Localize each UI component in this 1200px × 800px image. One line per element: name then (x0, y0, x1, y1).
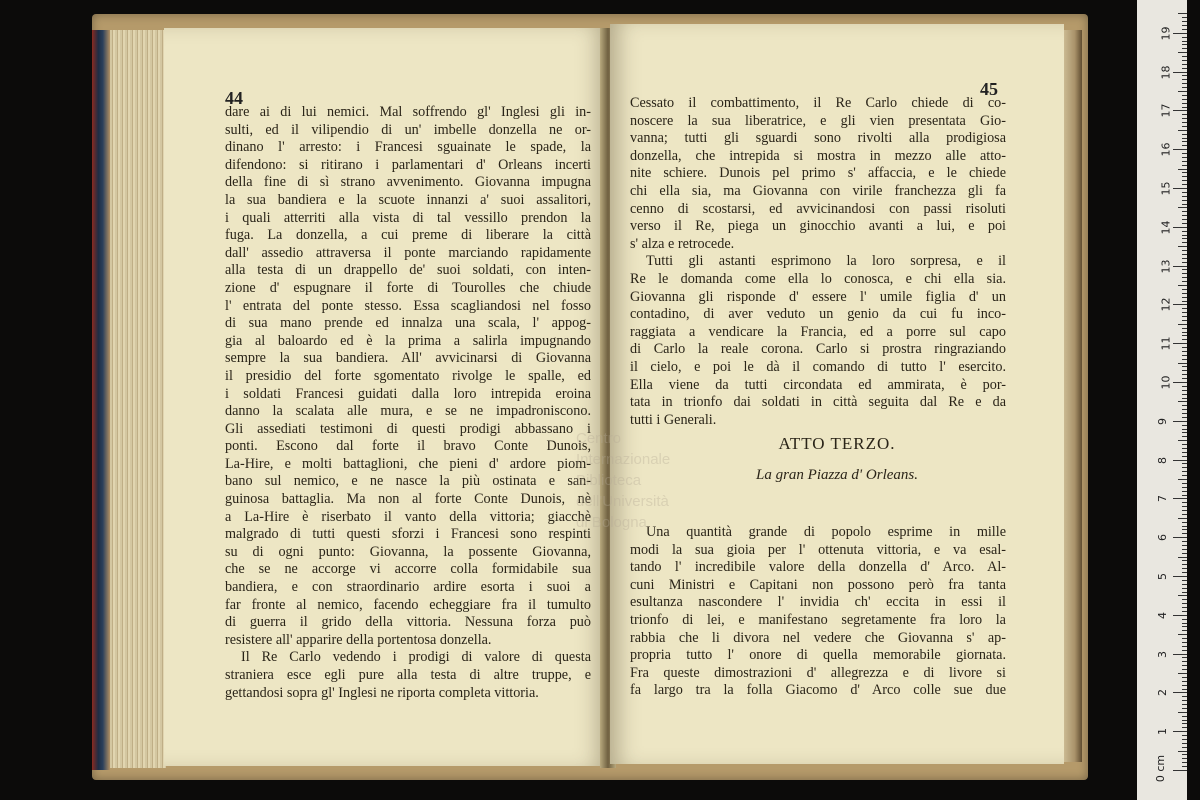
text-line: di sua mano prende ed innalza una scala, l' appog- (225, 315, 591, 332)
ruler-tick (1182, 122, 1187, 123)
ruler-tick (1173, 537, 1187, 538)
text-line: dinano l' arresto: i Francesi sguainate le spade, la (225, 139, 591, 156)
ruler-tick (1173, 498, 1187, 499)
text-line: propria tutto l' onore di quella memorabile giornata. (630, 647, 1006, 664)
ruler-tick (1182, 599, 1187, 600)
ruler-tick (1182, 564, 1187, 565)
ruler-tick (1182, 126, 1187, 127)
ruler-number: 13 (1159, 259, 1173, 274)
ruler-tick (1182, 196, 1187, 197)
ruler-tick (1182, 708, 1187, 709)
ruler-tick (1182, 386, 1187, 387)
text-line: resistere all' apparire della portentosa donzella. (225, 631, 492, 648)
ruler-tick (1182, 657, 1187, 658)
ruler-tick (1182, 347, 1187, 348)
ruler-tick (1182, 281, 1187, 282)
ruler-tick (1182, 157, 1187, 158)
ruler-tick (1182, 553, 1187, 554)
ruler-tick (1182, 758, 1187, 759)
act-heading: ATTO TERZO. (778, 434, 896, 453)
text-line: fa largo tra la folla Giacomo d' Arco colle sue due (630, 682, 1006, 699)
ruler-tick (1182, 529, 1187, 530)
ruler-tick (1182, 262, 1187, 263)
ruler-tick (1182, 328, 1187, 329)
ruler-number: 14 (1159, 220, 1173, 235)
text-line: ponti. Escono dal forte il bravo Conte Dunois, (225, 438, 591, 455)
text-line: cuni Ministri e Capitani non possono però fra tanta (630, 576, 1006, 593)
ruler-tick (1182, 735, 1187, 736)
ruler-tick (1182, 549, 1187, 550)
ruler-tick (1182, 743, 1187, 744)
ruler-tick (1182, 677, 1187, 678)
text-line: trionfo di lei, e manifestano segretamente fra loro la (630, 611, 1006, 628)
ruler-tick (1182, 425, 1187, 426)
ruler-tick (1173, 654, 1187, 655)
ruler-tick (1182, 685, 1187, 686)
text-line: cenno di scostarsi, ed avvicinandosi con passi risoluti (630, 200, 1006, 217)
ruler-tick (1182, 607, 1187, 608)
ruler-tick (1178, 479, 1187, 480)
text-line: raggiata a vendicare la Francia, ed a porre sul capo (630, 323, 1006, 340)
ruler-tick (1182, 483, 1187, 484)
text-line: noscere la sua liberatrice, e gli vien presentata Gio- (630, 112, 1006, 129)
ruler-tick (1182, 172, 1187, 173)
ruler-number: 3 (1156, 650, 1169, 658)
ruler-tick (1178, 13, 1187, 14)
text-line: i quali atterriti alla vista di tal vessillo prendon la (225, 209, 591, 226)
ruler-tick (1182, 83, 1187, 84)
ruler-tick (1182, 114, 1187, 115)
ruler-unit-label: 0 cm (1154, 754, 1168, 783)
ruler-number: 6 (1156, 534, 1169, 542)
ruler-tick (1182, 339, 1187, 340)
text-line: tutti i Generali. (630, 411, 717, 428)
ruler-tick (1182, 316, 1187, 317)
ruler-tick (1178, 91, 1187, 92)
library-watermark (576, 428, 706, 531)
ruler-tick (1182, 25, 1187, 26)
ruler-tick (1178, 518, 1187, 519)
ruler-tick (1182, 87, 1187, 88)
ruler-tick (1182, 390, 1187, 391)
ruler-tick (1182, 332, 1187, 333)
text-line: tando l' incredibile valore della donzella d' Arco. Al- (630, 559, 1006, 576)
ruler-tick (1182, 611, 1187, 612)
ruler-number: 5 (1156, 573, 1169, 580)
ruler-tick (1182, 720, 1187, 721)
ruler-tick (1182, 200, 1187, 201)
text-line: l' entrata del ponte stesso. Essa scagliandosi nel fosso (225, 297, 591, 314)
ruler-tick (1182, 506, 1187, 507)
book-spine-edge (92, 30, 110, 770)
ruler-tick (1182, 510, 1187, 511)
ruler-number: 19 (1159, 26, 1173, 41)
text-line: a La-Hire è riserbato il vanto della vittoria; giacchè (225, 508, 591, 525)
ruler-tick (1182, 642, 1187, 643)
ruler-tick (1182, 432, 1187, 433)
ruler-tick (1182, 444, 1187, 445)
ruler-tick (1182, 689, 1187, 690)
watermark-line: Centro Internazionale (576, 430, 671, 468)
text-line: tata in trionfo dai soldati in città seguita dal Re e da (630, 394, 1006, 411)
ruler-tick (1182, 312, 1187, 313)
ruler-tick (1178, 363, 1187, 364)
ruler-tick (1182, 592, 1187, 593)
ruler-tick (1182, 378, 1187, 379)
text-line: il cielo, e poi le dà il comando di tutto l' esercito. (630, 358, 1006, 375)
ruler-tick (1182, 17, 1187, 18)
text-line: s' alza e retrocede. (630, 235, 735, 252)
text-line: su di ogni punto: Giovanna, la possente Giovanna, (225, 543, 591, 560)
ruler-tick (1178, 401, 1187, 402)
text-line: dall' assedio attraversa il ponte marciando rapidamente (225, 244, 591, 261)
ruler-tick (1182, 308, 1187, 309)
ruler-number: 1 (1156, 728, 1169, 736)
ruler-tick (1182, 153, 1187, 154)
ruler-tick (1182, 723, 1187, 724)
ruler-tick (1182, 141, 1187, 142)
ruler-tick (1182, 471, 1187, 472)
text-line: Cessato il combattimento, il Re Carlo chiede di co- (630, 95, 1006, 111)
ruler-tick (1182, 463, 1187, 464)
ruler-tick (1182, 588, 1187, 589)
text-line: vanna; tutti gli sguardi sono rivolti alla prodigiosa (630, 130, 1006, 147)
ruler-number: 16 (1159, 142, 1173, 157)
text-line: rabbia che li divora nel vedere che Giovanna s' ap- (630, 629, 1006, 646)
text-line: chi ella sia, ma Giovanna con virile franchezza gli fa (630, 182, 1006, 199)
ruler-tick (1182, 700, 1187, 701)
ruler-tick (1182, 242, 1187, 243)
ruler-number: 8 (1156, 456, 1169, 464)
ruler-tick (1182, 250, 1187, 251)
ruler-tick (1182, 118, 1187, 119)
ruler-tick (1182, 68, 1187, 69)
ruler-tick (1182, 467, 1187, 468)
ruler-tick (1182, 638, 1187, 639)
ruler-tick (1182, 359, 1187, 360)
ruler-tick (1178, 440, 1187, 441)
ruler-tick (1182, 669, 1187, 670)
ruler-tick (1173, 770, 1187, 771)
ruler-tick (1182, 754, 1187, 755)
text-line: sempre la sua bandiera. All' avvicinarsi di Giovanna (225, 350, 591, 367)
text-line: danno la scalata alle mura, e se ne impadroniscono. (225, 403, 591, 420)
ruler-tick (1182, 727, 1187, 728)
ruler-tick (1182, 487, 1187, 488)
ruler-tick (1182, 491, 1187, 492)
text-line: gettandosi sopra gl' Inglesi ne riporta completa vittoria. (225, 684, 539, 701)
text-line: Giovanna gli risponde d' essere l' umile figlia d' un (630, 288, 1006, 305)
ruler-tick (1182, 297, 1187, 298)
ruler-tick (1182, 514, 1187, 515)
ruler-tick (1178, 207, 1187, 208)
left-page-text (225, 104, 591, 702)
ruler-tick (1173, 576, 1187, 577)
ruler-tick (1182, 184, 1187, 185)
text-line: Ella viene da tutti circondata ed ammirata, è por- (630, 376, 1006, 393)
ruler-tick (1173, 421, 1187, 422)
text-line: straniera esce egli pure alla testa di altre truppe, e (225, 667, 591, 683)
ruler-number: 9 (1156, 417, 1169, 425)
ruler-tick (1182, 661, 1187, 662)
text-line: Re le domanda come ella lo conosca, e chi ella sia. (630, 270, 1006, 287)
ruler-tick (1182, 44, 1187, 45)
text-line: di guerra il grido della vittoria. Nessuna forza può (225, 614, 591, 631)
ruler-tick (1182, 716, 1187, 717)
ruler-tick (1182, 134, 1187, 135)
ruler-tick (1182, 436, 1187, 437)
ruler-tick (1182, 75, 1187, 76)
text-line: Gli assediati testimoni di questi prodigi abbassano i (225, 420, 591, 437)
watermark-line: Biblioteca dell'Università (576, 472, 669, 510)
ruler-tick (1182, 452, 1187, 453)
ruler-tick (1173, 188, 1187, 189)
right-page-text-after (630, 524, 1006, 700)
ruler-tick (1182, 219, 1187, 220)
right-page (610, 24, 1064, 764)
text-line: La-Hire, e molti battaglioni, che pieni d' ardore piom- (225, 455, 591, 472)
ruler-tick (1182, 405, 1187, 406)
ruler-tick (1182, 495, 1187, 496)
ruler-tick (1182, 630, 1187, 631)
text-line: dare ai di lui nemici. Mal soffrendo gl' Inglesi gli in- (225, 104, 591, 120)
ruler-tick (1182, 192, 1187, 193)
ruler-tick (1182, 526, 1187, 527)
ruler-tick (1182, 56, 1187, 57)
text-line: bano sul nemico, e ne nasce la più ostinata e san- (225, 473, 591, 490)
ruler-tick (1182, 762, 1187, 763)
ruler-tick (1182, 204, 1187, 205)
right-page-number: 45 (980, 79, 998, 99)
ruler-tick (1182, 320, 1187, 321)
text-line: i soldati Francesi guidati dalla loro intrepida eroina (225, 385, 591, 402)
right-page-text-before (630, 95, 1006, 429)
ruler-tick (1182, 176, 1187, 177)
ruler-tick (1182, 103, 1187, 104)
ruler-tick (1182, 704, 1187, 705)
text-line: alla testa di un drappello de' suoi soldati, con inten- (225, 262, 591, 279)
ruler-tick (1173, 72, 1187, 73)
ruler-tick (1182, 48, 1187, 49)
ruler-tick (1182, 293, 1187, 294)
ruler-tick (1178, 557, 1187, 558)
text-line: della fine di sì strano avvenimento. Giovanna impugna (225, 174, 591, 191)
ruler-tick (1182, 522, 1187, 523)
ruler-tick (1182, 277, 1187, 278)
text-line: di Carlo la reale corona. Carlo si prostra ringraziando (630, 341, 1006, 358)
ruler-tick (1178, 634, 1187, 635)
ruler-tick (1182, 37, 1187, 38)
ruler-tick (1173, 343, 1187, 344)
ruler-tick (1182, 475, 1187, 476)
ruler-tick (1182, 584, 1187, 585)
text-line: il presidio del forte sgomentato rivolge le spalle, ed (225, 367, 591, 384)
ruler-tick (1173, 227, 1187, 228)
ruler-tick (1182, 568, 1187, 569)
text-line: bandiera, e con straordinario ardire esorta i suoi a (225, 579, 591, 596)
ruler-tick (1182, 502, 1187, 503)
ruler-tick (1173, 382, 1187, 383)
text-line: gia al baloardo ed è la prima a salirla impugnando (225, 332, 591, 349)
text-line: difendono: si ritirano i parlamentari d' Orleans incerti (225, 156, 591, 173)
ruler-tick (1178, 52, 1187, 53)
ruler-number: 12 (1159, 297, 1173, 312)
ruler-tick (1182, 560, 1187, 561)
ruler-tick (1178, 595, 1187, 596)
ruler-tick (1182, 572, 1187, 573)
ruler-tick (1182, 456, 1187, 457)
ruler-number: 7 (1156, 495, 1169, 503)
text-line: Tutti gli astanti esprimono la loro sorpresa, e il (646, 253, 1006, 270)
ruler-tick (1182, 650, 1187, 651)
ruler-tick (1182, 580, 1187, 581)
text-line: esultanza nascondere l' invidia ch' eccita in essi il (630, 594, 1006, 611)
ruler-tick (1182, 623, 1187, 624)
ruler-tick (1178, 285, 1187, 286)
text-line: contadino, di aver veduto un genio da cui fu inco- (630, 306, 1006, 323)
text-line: che se ne accorge vi accorre colla formidabile sua (225, 561, 591, 578)
ruler-tick (1173, 692, 1187, 693)
ruler-tick (1182, 99, 1187, 100)
ruler-tick (1173, 460, 1187, 461)
ruler-tick (1182, 60, 1187, 61)
ruler-tick (1173, 266, 1187, 267)
ruler-tick (1173, 110, 1187, 111)
ruler-tick (1182, 21, 1187, 22)
ruler-number: 17 (1159, 103, 1173, 118)
ruler-tick (1178, 169, 1187, 170)
text-line: far fronte al nemico, facendo echeggiare fra il tumulto (225, 596, 591, 613)
ruler-number: 11 (1159, 336, 1173, 351)
text-line: la sua bandiera e la scuote innanzi a' suoi assalitori, (225, 191, 591, 208)
measurement-ruler (1137, 0, 1187, 800)
ruler-tick (1182, 603, 1187, 604)
ruler-tick (1173, 149, 1187, 150)
left-page (164, 28, 606, 766)
ruler-number: 18 (1159, 65, 1173, 80)
ruler-tick (1182, 448, 1187, 449)
ruler-tick (1182, 64, 1187, 65)
ruler-tick (1182, 238, 1187, 239)
ruler-tick (1182, 533, 1187, 534)
ruler-tick (1182, 95, 1187, 96)
text-line: modi la sua gioia per l' ottenuta vittoria, e va esal- (630, 541, 1006, 558)
ruler-tick (1182, 235, 1187, 236)
ruler-tick (1178, 246, 1187, 247)
ruler-tick (1178, 130, 1187, 131)
ruler-tick (1173, 304, 1187, 305)
ruler-tick (1182, 545, 1187, 546)
ruler-tick (1182, 541, 1187, 542)
ruler-tick (1182, 409, 1187, 410)
ruler-tick (1182, 258, 1187, 259)
ruler-tick (1173, 731, 1187, 732)
ruler-tick (1182, 696, 1187, 697)
ruler-tick (1182, 335, 1187, 336)
ruler-number: 15 (1159, 181, 1173, 196)
ruler-tick (1182, 739, 1187, 740)
ruler-tick (1182, 665, 1187, 666)
ruler-tick (1182, 351, 1187, 352)
text-line: Fra queste dimostrazioni d' allegrezza e di livore si (630, 664, 1006, 681)
ruler-tick (1182, 398, 1187, 399)
text-line: Una quantità grande di popolo esprime in mille (646, 524, 1006, 540)
ruler-tick (1178, 324, 1187, 325)
ruler-tick (1182, 366, 1187, 367)
ruler-tick (1178, 751, 1187, 752)
ruler-tick (1182, 269, 1187, 270)
text-line: Il Re Carlo vedendo i prodigi di valore di questa (241, 649, 591, 666)
ruler-tick (1182, 161, 1187, 162)
ruler-tick (1182, 681, 1187, 682)
text-line: sulti, ed il vilipendio di un' imbelle donzella ne or- (225, 121, 591, 138)
ruler-tick (1182, 273, 1187, 274)
text-line: donzella, che intrepida si mostra in mezzo alle atto- (630, 147, 1006, 164)
ruler-tick (1182, 646, 1187, 647)
ruler-tick (1182, 254, 1187, 255)
ruler-tick (1182, 619, 1187, 620)
ruler-tick (1173, 615, 1187, 616)
text-line: nite schiere. Dunois pel primo s' affaccia, e le chiede (630, 165, 1006, 182)
ruler-tick (1182, 79, 1187, 80)
ruler-tick (1182, 417, 1187, 418)
ruler-tick (1182, 370, 1187, 371)
ruler-tick (1182, 29, 1187, 30)
ruler-tick (1182, 165, 1187, 166)
ruler-tick (1182, 41, 1187, 42)
text-line: guinosa battaglia. Ma non al forte Conte Dunois, nè (225, 491, 591, 508)
left-page-number: 44 (225, 88, 243, 108)
text-line: verso il Re, piega un ginocchio avanti a lui, e poi (630, 218, 1006, 235)
ruler-tick (1182, 145, 1187, 146)
ruler-tick (1182, 394, 1187, 395)
ruler-number: 10 (1159, 375, 1173, 390)
ruler-tick (1182, 107, 1187, 108)
ruler-tick (1182, 301, 1187, 302)
watermark-line: di Bologna (576, 514, 647, 531)
ruler-tick (1182, 211, 1187, 212)
ruler-tick (1182, 626, 1187, 627)
ruler-tick (1182, 180, 1187, 181)
ruler-number: 2 (1156, 689, 1169, 697)
left-page-block (110, 30, 166, 768)
ruler-number: 4 (1156, 611, 1169, 619)
ruler-tick (1182, 429, 1187, 430)
scene-heading: La gran Piazza d' Orleans. (756, 467, 918, 483)
ruler-tick (1182, 355, 1187, 356)
text-line: fuga. La donzella, a cui preme di liberare la città (225, 227, 591, 244)
ruler-tick (1182, 223, 1187, 224)
text-line: zione d' espugnare il forte di Tourolles che chiude (225, 279, 591, 296)
ruler-tick (1182, 138, 1187, 139)
ruler-tick (1182, 231, 1187, 232)
ruler-tick (1178, 712, 1187, 713)
ruler-tick (1173, 33, 1187, 34)
ruler-tick (1182, 215, 1187, 216)
ruler-tick (1182, 413, 1187, 414)
ruler-tick (1178, 673, 1187, 674)
ruler-tick (1182, 747, 1187, 748)
ruler-tick (1182, 374, 1187, 375)
text-line: malgrado di tutti questi sforzi i Francesi sono respinti (225, 526, 591, 543)
ruler-tick (1182, 766, 1187, 767)
ruler-tick (1182, 289, 1187, 290)
